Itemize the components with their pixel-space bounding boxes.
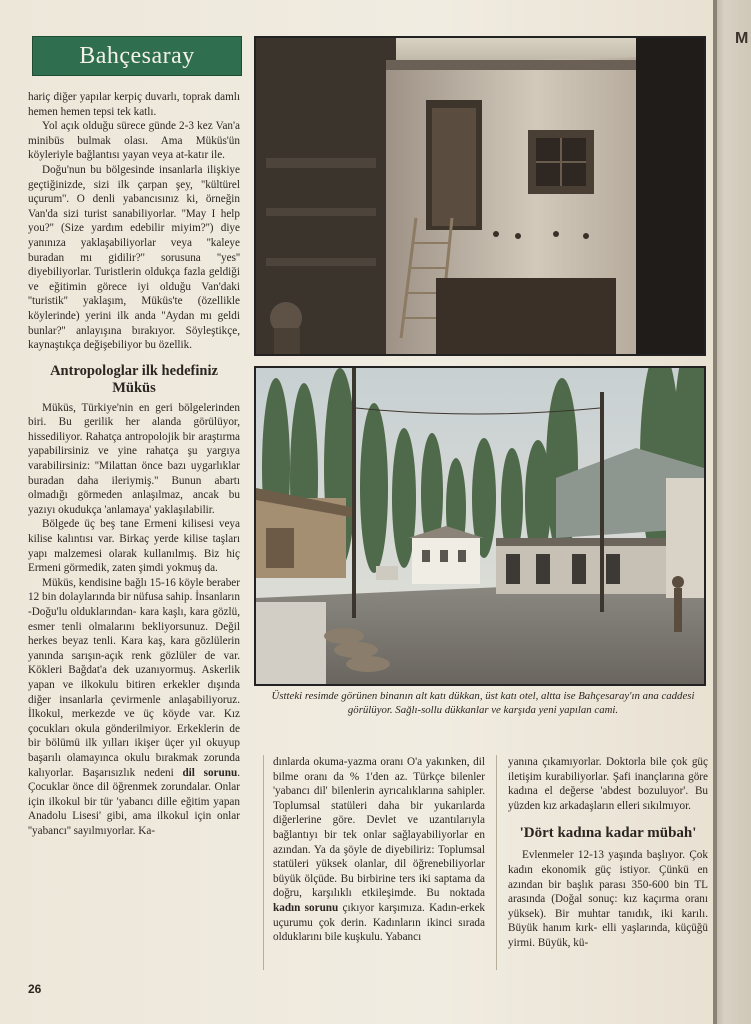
page-spine (713, 0, 751, 1024)
col1-p6-text-a: Müküs, kendisine bağlı 15-16 köyle beraber 12 bin dolaylarında bir nüfusa sahip. İnsanların -Doğu'lu olduklarından- kara kaşlı, kara gözlü, esmer tenli olmalarını bekliyorsunuz. Değil herkes beyaz tenli. Kara kaş, kara gözlülerin yanında sarışın-açık renk gözlüler de var. Kökleri Bağdat'a dek uzanıyormuş. Askerlik yapan ve ilkokulu bitiren erkekler dışında diğer insanlarla çevirmenle anlaşabiliyoruz. İlkokul, merkezde ve üç köyde var. Kız çocukları okula gönderilmiyor. Erkeklerin de bir bölümü ilk yılları ikişer üçer yıl okuyup başarılı olamayınca okulu bırakmak zorunda kalıyorlar. Başarısızlık nedeni (28, 576, 240, 779)
col1-paragraph-3: Doğu'nun bu bölgesinde insanlarla ilişkiye geçtiğinizde, sizi ilk çarpan şey, ''kültürel uçurum''. O denli yabancısınız ki, örneğin Van'da sizi turist sanabiliyorlar. ''May I help you?'' (Size yardım edebilir miyim?'') diye yanınıza yaklaşabiliyorlar veya ''kaleye buradan mı gidilir?'' sorusuna ''yes'' diyebiliyorlar. Turistlerin oldukça fazla geldiği ve eğitimin görece iyi olduğu Van'daki ''turistik'' yaklaşım, Müküs'te (özellikle köylerinde) yerini ilk anda ''Aydan mı geldi bunlar?'' anlayışına bırakıyor. Söyleştikçe, kaynaştıkça değişebiliyor bu özellik. (28, 163, 240, 352)
section-title-banner: Bahçesaray (32, 36, 242, 76)
col1-p6-text-c: . Çocuklar önce dil öğrenmek zorundalar. Onlar için ilkokul bir tür 'yabancı dille eğitim yapan Anadolu Lisesi' gibi, ama ilkokul için onlar ''yabancı'' sayılmıyorlar. Ka- (28, 766, 240, 837)
photo-building (254, 36, 706, 356)
photo-main-street (254, 366, 706, 686)
col2-p1-bold: kadın sorunu (273, 901, 339, 914)
col1-paragraph-6 (28, 576, 240, 839)
photo-caption: Üstteki resimde görünen binanın alt katı dükkan, üst katı otel, altta ise Bahçesaray'ın ana caddesi görülüyor. Sağlı-sollu dükkanlar ve karşıda yeni yapılan cami. (271, 690, 695, 716)
col3-paragraph-2: Evlenmeler 12-13 yaşında başlıyor. Çok kadın ekonomik güç istiyor. Çünkü en azından bir başlık parası 350-600 bin TL arasında (Doğal sonuç: kız kaçırma oranı yüksek). Bir muhtar tanıdık, iki karılı. Büyük hanım kırk- elli yaşlarında, küçüğü yirmi. Büyük, kü- (508, 849, 708, 949)
spine-fold (713, 0, 717, 1024)
col1-subheading: Antropologlar ilk hedefiniz Müküs (50, 362, 218, 396)
col2-p1-text-a: dınlarda okuma-yazma oranı O'a yakınken, dil bilme oranı da % 1'den az. Türkçe bilenler 'yabancı dil' bilenlerin ayrıcalıklarına sahipler. Toplumsal statüleri daha bir yukarılarda diğerlerine göre. Devlet ve uzantılarıyla bağlantıyı bir tek onlar sağlayabiliyorlar en azından. Ya da şöyle de diyebiliriz: Toplumsal statüleri yüksek olanlar, dil öğrenebiliyorlar büyük ölçüde. Bu birbirine ters iki saptama da doğru, karşılıklı etkileşimde. Bu noktada (273, 756, 485, 900)
text-column-2 (273, 755, 485, 945)
col2-p1-text-c: çıkıyor karşımıza. Kadın-erkek uçurumu çok derin. Kadınların ikinci sırada olduklarını bile kuşkulu. Yabancı (273, 901, 486, 944)
column-rule-2 (263, 755, 264, 970)
col1-paragraph-1: hariç diğer yapılar kerpiç duvarlı, toprak damlı hemen hemen tepsi tek katlı. (28, 91, 240, 118)
page-number: 26 (28, 982, 42, 996)
col2-paragraph-1 (273, 755, 485, 945)
col1-p6-bold: dil sorunu (182, 766, 238, 779)
col1-paragraph-2: Yol açık olduğu sürece günde 2-3 kez Van'a minibüs bulmak olası. Ama Müküs'ün köyleriyle bağlantısı yayan veya at-katır ile. (28, 120, 240, 162)
col1-paragraph-4: Müküs, Türkiye'nin en geri bölgelerinden biri. Bu gerilik her alanda görülüyor, hissediliyor. Rahatça antropolojik bir araştırma yapabilirsiniz ve yine rahatça şu yargıya varabilirsiniz: ''Milattan önce bazı uygarlıklar buradan daha ileriymiş.'' Bunun abartı olmadığı görmeden anlaşılmaz, ancak bu yazıyı okudukça 'anlamaya' yaklaşılabilir. (28, 401, 240, 516)
building-photo-illustration (256, 38, 704, 354)
text-column-3 (508, 755, 708, 951)
column-rule-3 (496, 755, 497, 970)
col3-paragraph-1: yanına çıkamıyorlar. Doktorla bile çok güç iletişim kurabiliyorlar. Şafi inançlarına göre kadına el değerse 'abdest bozuluyor'. Bu yüzden kız arkadaşların elleri sıkılmıyor. (508, 756, 708, 812)
col3-subheading: 'Dört kadına kadar mübah' (519, 825, 697, 842)
street-photo-illustration (256, 368, 704, 684)
adjacent-page-letter: M (735, 30, 749, 47)
text-column-1 (28, 90, 240, 839)
col1-paragraph-5: Bölgede üç beş tane Ermeni kilisesi veya kilise kalıntısı var. Birkaç yerde kilise taşları yapı malzemesi olarak kullanılmış. Biz hiç Ermeni görmedik, zaten şimdi yokmuş da. (28, 518, 240, 575)
